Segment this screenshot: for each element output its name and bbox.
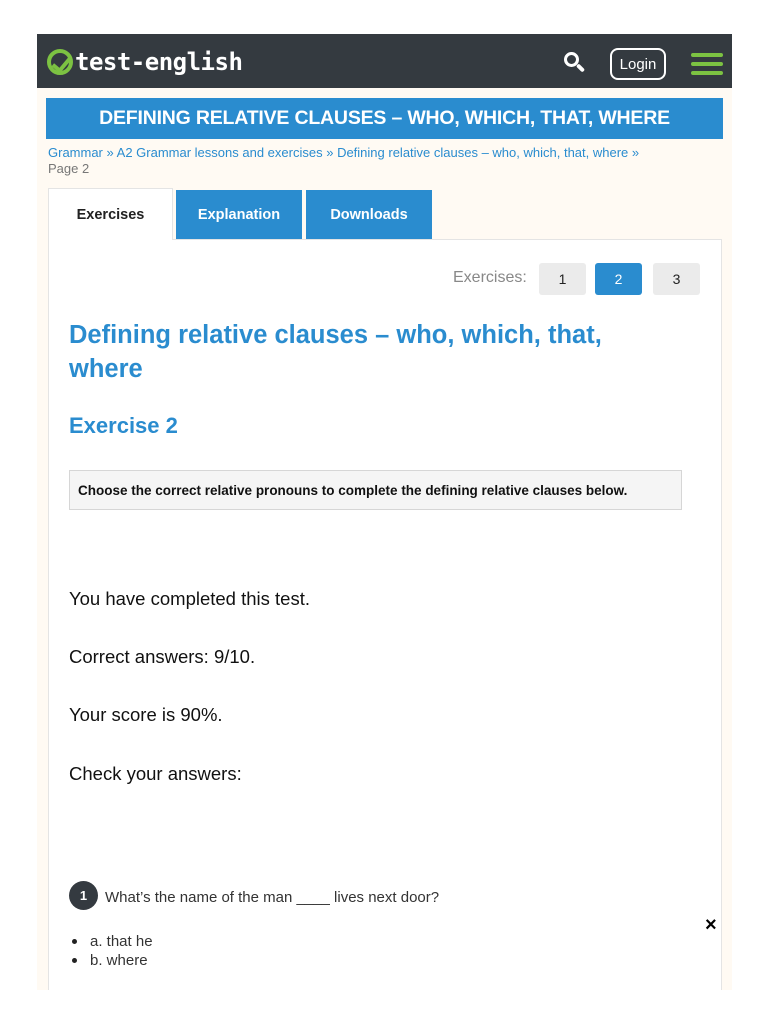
exercises-nav-label: Exercises: [453,269,527,286]
logo-text: test-english [75,48,243,76]
tab-downloads[interactable]: Downloads [306,190,432,239]
exercise-title: Exercise 2 [69,413,178,438]
exercise-page-3-button[interactable]: 3 [653,263,700,295]
answer-option [72,951,153,970]
tab-exercises[interactable]: Exercises [48,188,173,240]
bullet-icon [72,958,77,963]
answer-option-label: b. where [90,952,148,969]
answer-options-list [72,932,153,970]
login-button[interactable]: Login [610,48,666,80]
result-correct-answers: Correct answers: 9/10. [69,646,256,667]
exercise-page-1-button[interactable]: 1 [539,263,586,295]
breadcrumb-separator: » [631,145,640,160]
breadcrumb-separator: » [326,145,334,160]
question-number-badge: 1 [69,881,98,910]
close-icon[interactable]: × [705,914,717,936]
bullet-icon [72,939,77,944]
hamburger-menu-icon[interactable] [691,53,723,75]
question-text: What’s the name of the man ____ lives next door? [105,889,440,906]
top-navigation-bar [37,34,732,88]
exercise-page-2-button[interactable]: 2 [595,263,642,295]
breadcrumb-link-lesson[interactable]: Defining relative clauses – who, which, that, where [337,145,629,160]
answer-option [72,932,153,951]
page-title-banner: DEFINING RELATIVE CLAUSES – WHO, WHICH, THAT, WHERE [46,98,723,139]
lesson-title: Defining relative clauses – who, which, that, where [69,321,602,383]
result-check-answers: Check your answers: [69,763,242,784]
answer-option-label: a. that he [90,933,153,950]
check-circle-icon [47,49,73,75]
tab-explanation[interactable]: Explanation [176,190,302,239]
result-completed: You have completed this test. [69,588,310,609]
breadcrumb-link-grammar[interactable]: Grammar [48,145,103,160]
instructions-box: Choose the correct relative pronouns to complete the defining relative clauses below. [69,470,682,510]
site-logo[interactable] [47,46,242,78]
result-score: Your score is 90%. [69,704,223,725]
search-icon[interactable] [563,51,587,75]
breadcrumb-link-a2-lessons[interactable]: A2 Grammar lessons and exercises [116,145,323,160]
breadcrumb-separator: » [106,145,114,160]
breadcrumb [48,145,718,177]
breadcrumb-page: Page 2 [48,161,90,176]
